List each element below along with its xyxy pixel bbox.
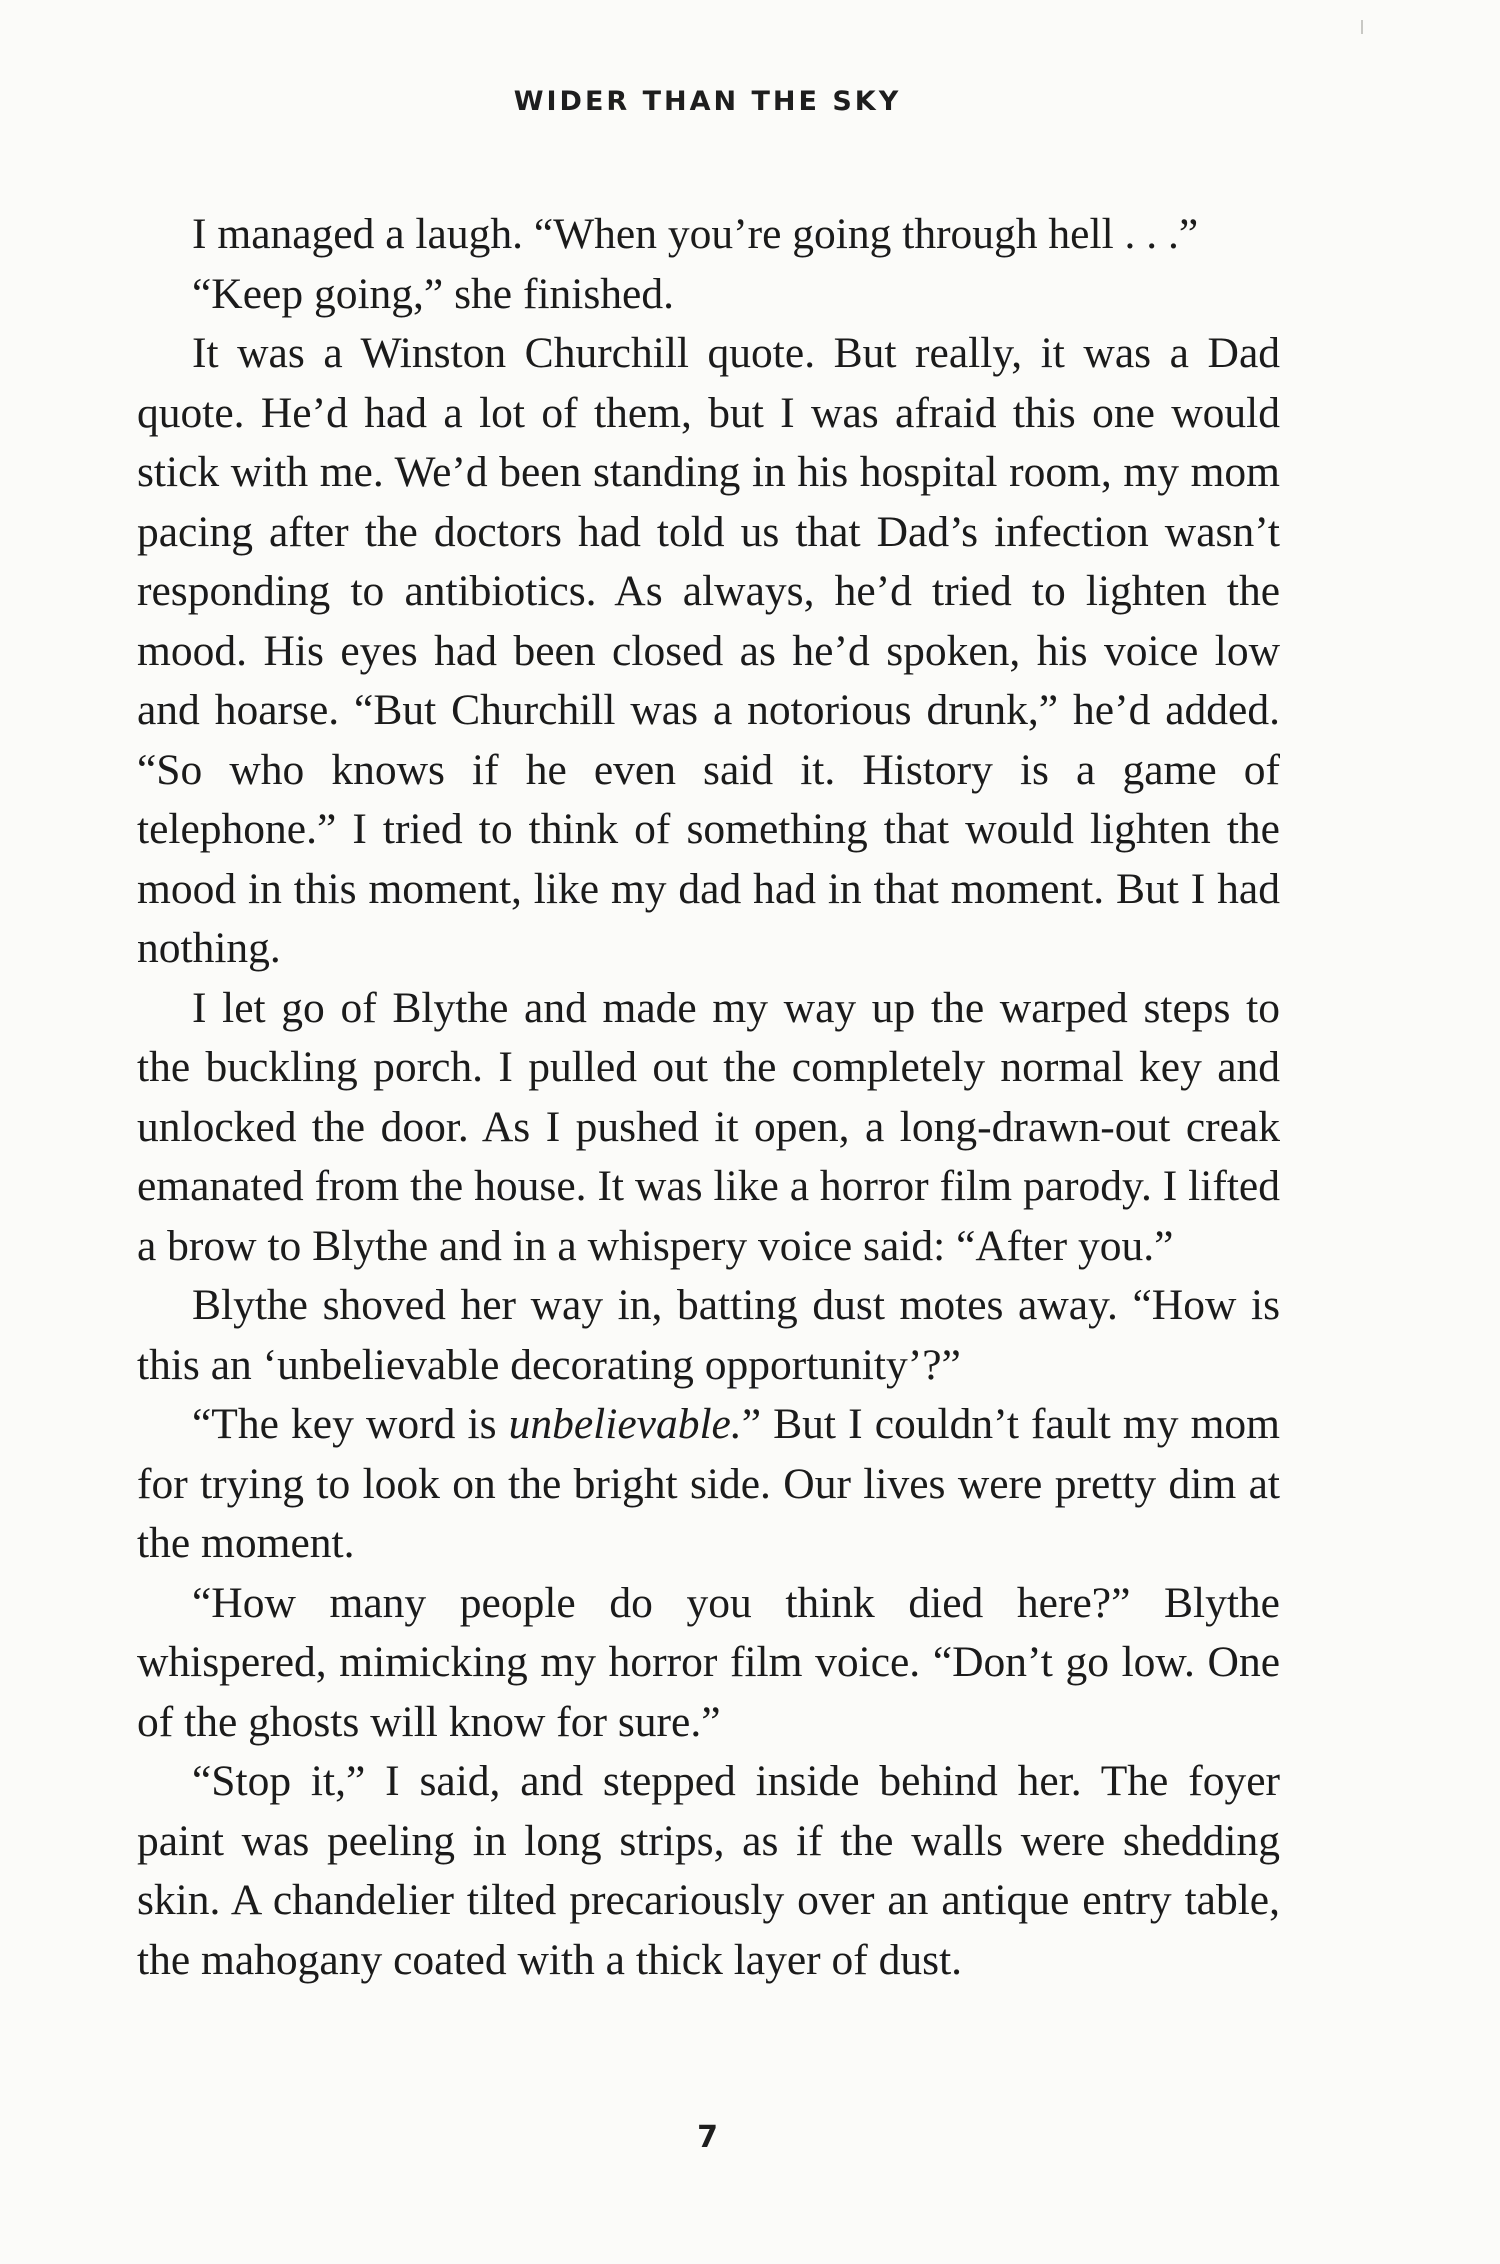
paragraph: “How many people do you think died here?” Blythe whispered, mimicking my horror film voice. “Don’t go low. One of the ghosts will know for sure.” [137,1578,1280,1746]
emphasized-word: unbelievable. [508,1400,742,1448]
body-text [137,205,1280,1990]
paragraph: I let go of Blythe and made my way up the warped steps to the buckling porch. I pulled out the completely normal key and unlocked the door. As I pushed it open, a long-drawn-out creak emanated from the house. It was like a horror film parody. I lifted a brow to Blythe and in a whispery voice said: “After you.” [137,983,1280,1270]
paragraph [137,1395,1280,1574]
running-head: WIDER THAN THE SKY [513,86,902,117]
paragraph: Blythe shoved her way in, batting dust motes away. “How is this an ‘unbelievable decorating opportunity’?” [137,1281,1280,1389]
paragraph-text: ” But I couldn’t fault my mom for trying to look on the bright side. Our lives were pretty dim at the moment. [137,1400,1280,1567]
paragraph: “Stop it,” I said, and stepped inside behind her. The foyer paint was peeling in long strips, as if the walls were shedding skin. A chandelier tilted precariously over an antique entry table, the mahogany coated with a thick layer of dust. [137,1757,1280,1984]
paragraph-text: “The key word is [192,1400,509,1448]
paragraph: “Keep going,” she finished. [192,269,674,318]
paragraph: I managed a laugh. “When you’re going through hell . . .” [192,210,1199,258]
page-number: 7 [697,2120,718,2155]
scan-mark [1361,20,1363,34]
paragraph: It was a Winston Churchill quote. But really, it was a Dad quote. He’d had a lot of them, but I was afraid this one would stick with me. We’d been standing in his hospital room, my mom pacing after the doctors had told us that Dad’s infection wasn’t responding to antibiotics. As always, he’d tried to lighten the mood. His eyes had been closed as he’d spoken, his voice low and hoarse. “But Churchill was a notorious drunk,” he’d added. “So who knows if he even said it. History is a game of telephone.” I tried to think of something that would lighten the mood in this moment, like my dad had in that moment. But I had nothing. [137,329,1280,972]
